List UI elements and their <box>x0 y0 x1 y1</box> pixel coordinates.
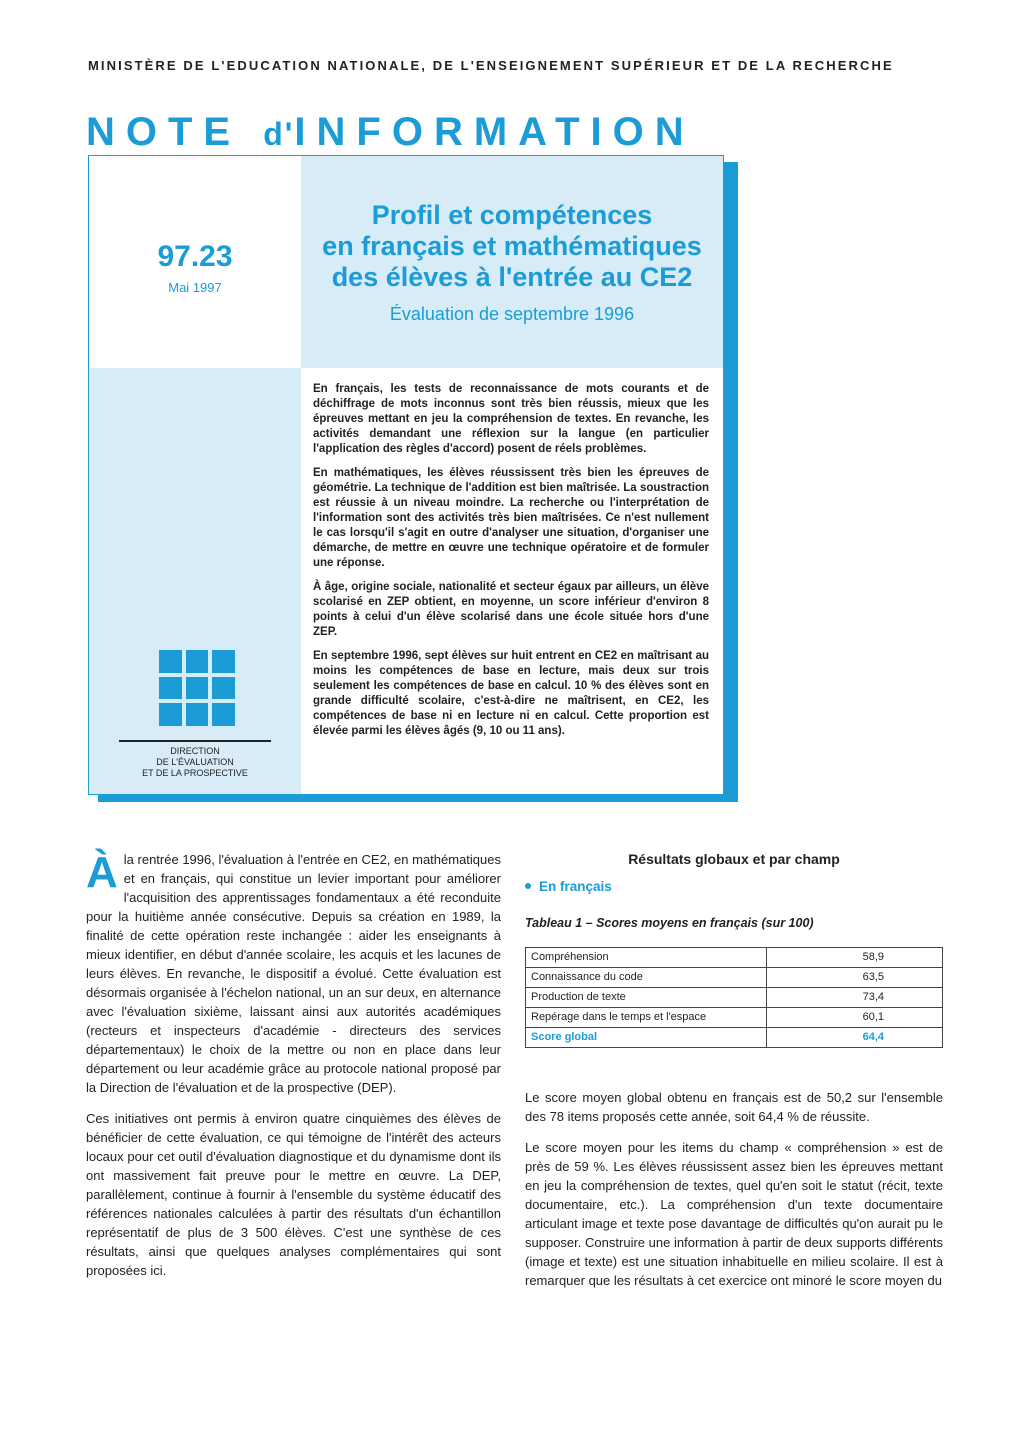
body-paragraph: Ces initiatives ont permis à environ quatre cinquièmes des élèves de bénéficier de cette évaluation, ce qui témoigne de l'intérêt des acteurs locaux pour cet outil d'évaluation diagnostique et du dynamisme dont ils ont massivement fait preuve pour le mettre en œuvre. La DEP, parallèlement, continue à fournir à l'ensemble du système éducatif des références nationales calculées à partir des résultats d'un échantillon représentatif de plus de 3 500 élèves. C'est une synthèse de ces résultats, ainsi que quelques analyses complémentaires qui sont proposées ici. <box>86 1111 501 1278</box>
headline-line: Profil et compétences <box>371 200 653 230</box>
department-panel <box>89 368 301 794</box>
summary-paragraph: En septembre 1996, sept élèves sur huit entrent en CE2 en maîtrisant au moins les compétences de base en lecture, mais deux sur trois seulement les compétences de base en calcul. 10 % des élèves sont en grande difficulté scolaire, c'est-à-dire ne maîtrisent, en CE2, les compétences de base ni en lecture ni en calcul. Cette proportion est élevée parmi les élèves âgés (9, 10 ou 11 ans). <box>313 650 709 737</box>
table-row <box>526 988 943 1008</box>
table-row <box>526 1008 943 1028</box>
table-row <box>526 948 943 968</box>
scores-table <box>525 947 943 1048</box>
issue-panel <box>89 156 301 368</box>
drop-cap: À <box>86 848 118 897</box>
publication-title <box>86 110 695 155</box>
headline-line: en français et mathématiques <box>322 231 702 261</box>
table-caption: Tableau 1 – Scores moyens en français (sur 100) <box>525 916 814 930</box>
issue-number: 97.23 <box>157 240 233 273</box>
headline-line: des élèves à l'entrée au CE2 <box>331 262 693 292</box>
dep-logo-icon <box>159 650 235 726</box>
subsection-label: En français <box>539 879 612 894</box>
results-paragraph: Le score moyen pour les items du champ « compréhension » est de près de 59 %. Les élèves réussissent assez bien les épreuves mettant en jeu la compréhension de textes, quel qu'en soit le statut (récit, texte documentaire, etc.). La compréhension d'un texte documentaire articulant image et texte pose davantage de difficultés qu'on aurait pu le supposer. Construire une information à partir de deux supports différents (image et texte) est une situation inhabituelle en milieu scolaire. Il est à remarquer que les résultats à cet exercice ont minoré le score moyen du <box>525 1140 943 1288</box>
summary-paragraph: En français, les tests de reconnaissance de mots courants et de déchiffrage de mots inconnus sont très bien réussis, mieux que les épreuves mettant en jeu la compréhension de textes. En revanche, les activités demandant une réflexion sur la langue (en particulier l'application des règles d'accord) posent de réels problèmes. <box>313 383 709 455</box>
department-line: ET DE LA PROSPECTIVE <box>142 768 248 778</box>
title-part-d: d' <box>263 116 295 152</box>
global-label: Score global <box>526 1028 767 1048</box>
headline-panel <box>301 156 723 368</box>
summary-text <box>313 382 709 748</box>
row-value: 63,5 <box>767 968 943 988</box>
bullet-icon <box>525 883 531 889</box>
row-label: Repérage dans le temps et l'espace <box>526 1008 767 1028</box>
row-label: Connaissance du code <box>526 968 767 988</box>
section-title: Résultats globaux et par champ <box>628 851 840 867</box>
summary-paragraph: À âge, origine sociale, nationalité et secteur égaux par ailleurs, un élève scolarisé en ZEP obtient, en moyenne, un score inférieur d'environ 8 points à celui d'un élève scolarisé dans une école située hors d'une ZEP. <box>313 581 709 638</box>
row-value: 60,1 <box>767 1008 943 1028</box>
summary-panel <box>301 368 723 794</box>
summary-box <box>88 155 724 795</box>
title-part-note: NOTE <box>86 110 264 154</box>
summary-paragraph: En mathématiques, les élèves réussissent très bien les épreuves de géométrie. La technique de l'addition est bien maîtrisée. La soustraction est réussie à un niveau moindre. La recherche ou l'interprétation de l'information sont des activités très bien maîtrisées. Ce n'est nullement le cas lorsqu'il s'agit en outre d'analyser une situation, d'organiser une démarche, de mettre en œuvre une technique opératoire et de formuler une réponse. <box>313 467 709 569</box>
department-label <box>119 740 271 779</box>
department-line: DE L'ÉVALUATION <box>156 757 234 767</box>
row-value: 58,9 <box>767 948 943 968</box>
subheadline: Évaluation de septembre 1996 <box>389 304 635 324</box>
intro-paragraph <box>86 850 501 1097</box>
row-value: 73,4 <box>767 988 943 1008</box>
table-row <box>526 968 943 988</box>
right-column <box>525 850 943 1302</box>
intro-text: la rentrée 1996, l'évaluation à l'entrée en CE2, en mathématiques et en français, qui constitue un levier important pour améliorer l'acquisition des apprentissages fondamentaux a été reconduite pour la huitième année consécutive. Depuis sa création en 1989, la finalité de cette opération reste inchangée : aider les enseignants à mieux identifier, en début d'année scolaire, les acquis et les lacunes de leurs élèves. En revanche, le dispositif a évolué. Cette évaluation est désormais organisée à l'échelon national, un an sur deux, en alternance avec l'évaluation sixième, laissant ainsi aux autorités académiques (recteurs et inspecteurs d'académie - directeurs des services départementaux) le choix de la mettre ou non en place dans leur département ou leur académie grâce au protocole national proposé par la Direction de l'évaluation et de la prospective (DEP). <box>86 852 501 1095</box>
results-paragraph: Le score moyen global obtenu en français est de 50,2 sur l'ensemble des 78 items proposés cette année, soit 64,4 % de réussite. <box>525 1090 943 1124</box>
ministry-header: MINISTÈRE DE L'EDUCATION NATIONALE, DE L'ENSEIGNEMENT SUPÉRIEUR ET DE LA RECHERCHE <box>88 58 894 73</box>
subsection-heading <box>525 877 943 896</box>
row-label: Production de texte <box>526 988 767 1008</box>
title-part-information: INFORMATION <box>294 110 695 154</box>
headline <box>301 200 723 293</box>
global-value: 64,4 <box>767 1028 943 1048</box>
table-row-global <box>526 1028 943 1048</box>
department-line: DIRECTION <box>170 746 220 756</box>
left-column <box>86 850 501 1292</box>
row-label: Compréhension <box>526 948 767 968</box>
issue-date: Mai 1997 <box>168 280 222 295</box>
